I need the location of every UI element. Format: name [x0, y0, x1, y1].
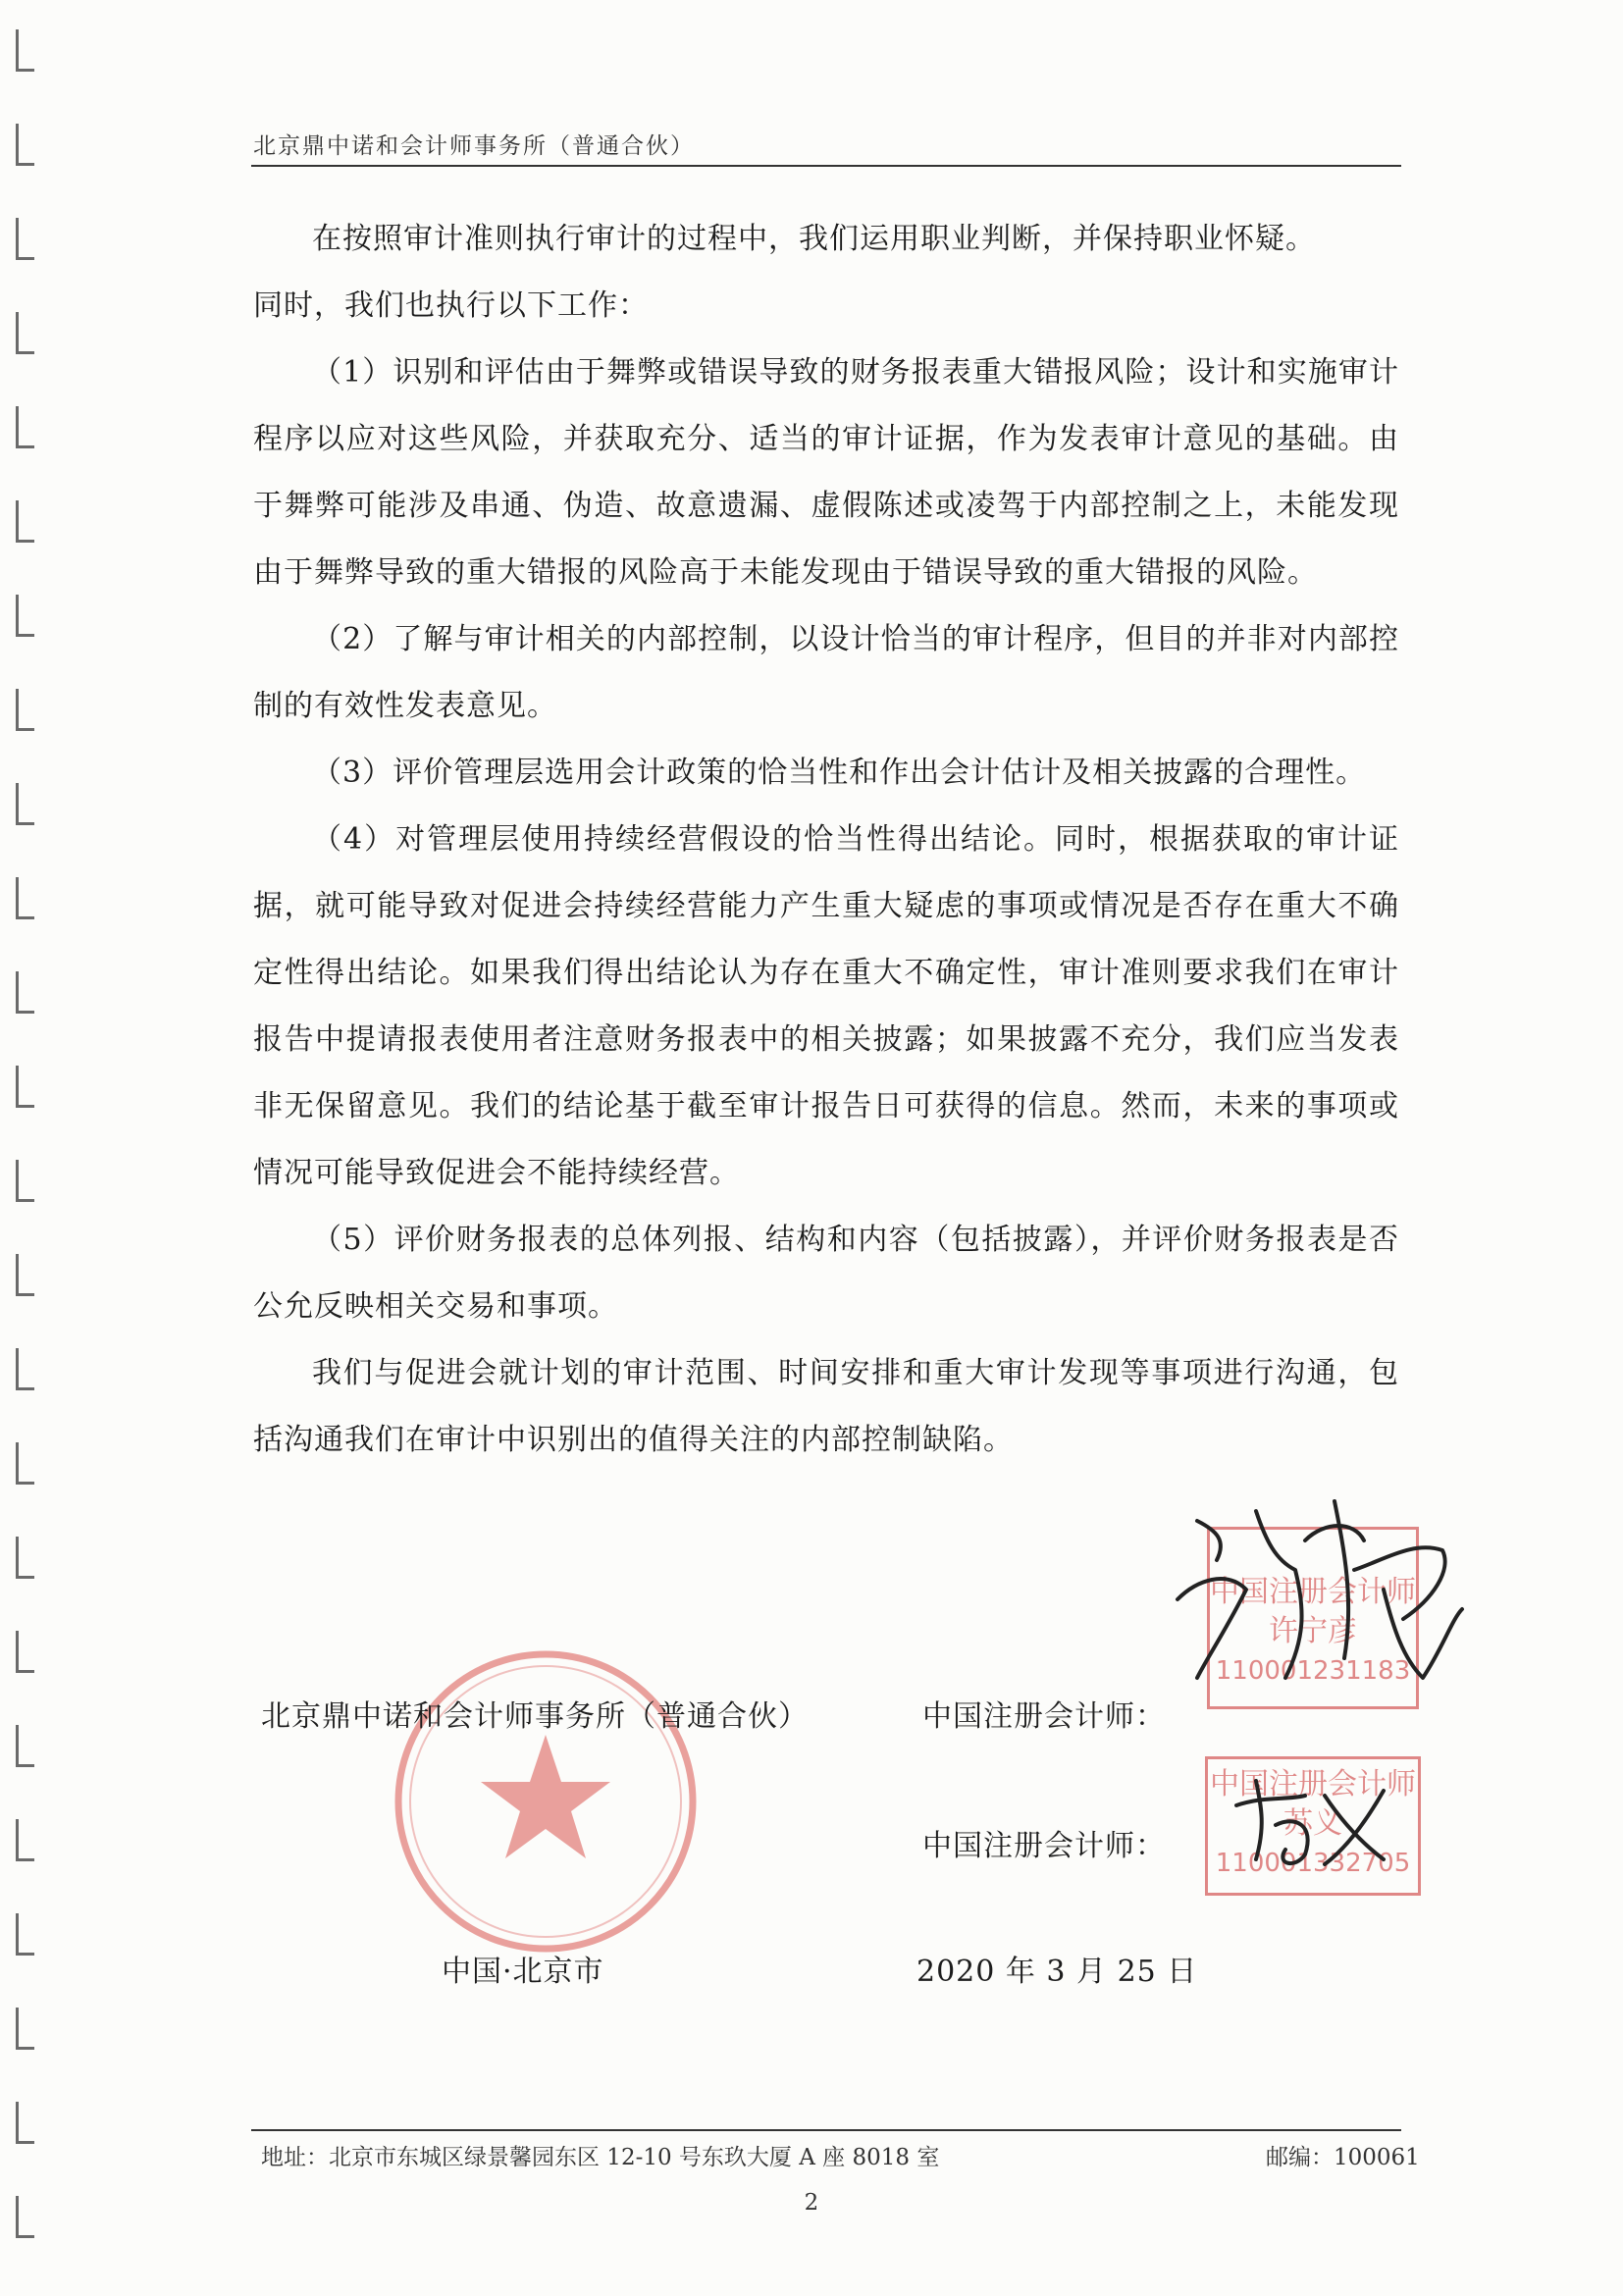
binding-mark: [16, 2102, 34, 2144]
binding-mark: [16, 2008, 34, 2050]
binding-mark: [16, 1442, 34, 1485]
binding-mark: [16, 406, 34, 448]
footer-postal: 邮编：100061: [1266, 2145, 1420, 2170]
binding-mark: [16, 595, 34, 637]
binding-mark: [16, 124, 34, 166]
binding-mark: [16, 218, 34, 260]
binding-mark: [16, 1819, 34, 1861]
binding-mark: [16, 29, 34, 72]
signature-1: [1158, 1482, 1482, 1707]
signoff-firm: 北京鼎中诺和会计师事务所（普通合伙）: [261, 1699, 809, 1734]
cpa-label-2: 中国注册会计师：: [922, 1829, 1166, 1863]
signoff-date: 2020 年 3 月 25 日: [916, 1955, 1198, 1989]
cpa-stamp-1-title: 中国注册会计师: [1210, 1575, 1416, 1609]
binding-mark: [16, 1254, 34, 1296]
cpa-stamp-2-number: 110001332705: [1215, 1849, 1411, 1878]
paragraph-item-4: （4）对管理层使用持续经营假设的恰当性得出结论。同时，根据获取的审计证据，就可能导致对促进会持续经营能力产生重大疑虑的事项或情况是否存在重大不确定性得出结论。如果我们得出结论认为存在重大不确定性，审计准则要求我们在审计报告中提请报表使用者注意财务报表中的相关披露；如果披露不充分，我们应当发表非无保留意见。我们的结论基于截至审计报告日可获得的信息。然而，未来的事项或情况可能导致促进会不能持续经营。: [253, 822, 1399, 1190]
binding-mark: [16, 689, 34, 731]
footer-rule: [251, 2129, 1401, 2131]
body-text: [253, 206, 1399, 1474]
binding-mark: [16, 1537, 34, 1579]
binding-mark: [16, 1631, 34, 1673]
firm-header: 北京鼎中诺和会计师事务所（普通合伙）: [253, 133, 695, 159]
cpa-stamp-1-name: 许宁彦: [1269, 1614, 1357, 1648]
signoff-location: 中国·北京市: [442, 1955, 604, 1989]
paragraph-communication: 我们与促进会就计划的审计范围、时间安排和重大审计发现等事项进行沟通，包括沟通我们在审计中识别出的值得关注的内部控制缺陷。: [253, 1356, 1399, 1457]
cpa-stamp-2-title: 中国注册会计师: [1210, 1767, 1416, 1801]
cpa-stamp-2-name: 苏义: [1283, 1806, 1342, 1841]
binding-mark: [16, 877, 34, 919]
binding-mark: [16, 1913, 34, 1956]
paragraph-item-3: （3）评价管理层选用会计政策的恰当性和作出会计估计及相关披露的合理性。: [312, 756, 1367, 790]
paragraph-item-5: （5）评价财务报表的总体列报、结构和内容（包括披露），并评价财务报表是否公允反映相关交易和事项。: [253, 1223, 1399, 1324]
header-rule: [251, 165, 1401, 167]
paragraph-item-1: （1）识别和评估由于舞弊或错误导致的财务报表重大错报风险；设计和实施审计程序以应对这些风险，并获取充分、适当的审计证据，作为发表审计意见的基础。由于舞弊可能涉及串通、伪造、故意遗漏、虚假陈述或凌驾于内部控制之上，未能发现由于舞弊导致的重大错报的风险高于未能发现由于错误导致的重大错报的风险。: [253, 355, 1399, 590]
paragraph-intro-cont: 同时，我们也执行以下工作：: [253, 288, 649, 323]
cpa-stamp-1-number: 110001231183: [1215, 1656, 1411, 1686]
binding-mark: [16, 500, 34, 543]
binding-mark: [16, 783, 34, 825]
binding-mark: [16, 1066, 34, 1108]
signature-2: [1217, 1766, 1413, 1884]
paragraph-item-2: （2）了解与审计相关的内部控制，以设计恰当的审计程序，但目的并非对内部控制的有效性发表意见。: [253, 622, 1399, 723]
binding-mark: [16, 312, 34, 354]
binding-mark: [16, 1725, 34, 1767]
footer-address: 地址：北京市东城区绿景馨园东区 12-10 号东玖大厦 A 座 8018 室: [261, 2145, 940, 2170]
cpa-label-1: 中国注册会计师：: [922, 1699, 1166, 1734]
binding-mark: [16, 1348, 34, 1390]
binding-mark: [16, 971, 34, 1014]
binding-mark: [16, 1160, 34, 1202]
paragraph-intro: 在按照审计准则执行审计的过程中，我们运用职业判断，并保持职业怀疑。: [312, 222, 1316, 256]
page-number: 2: [804, 2190, 819, 2216]
